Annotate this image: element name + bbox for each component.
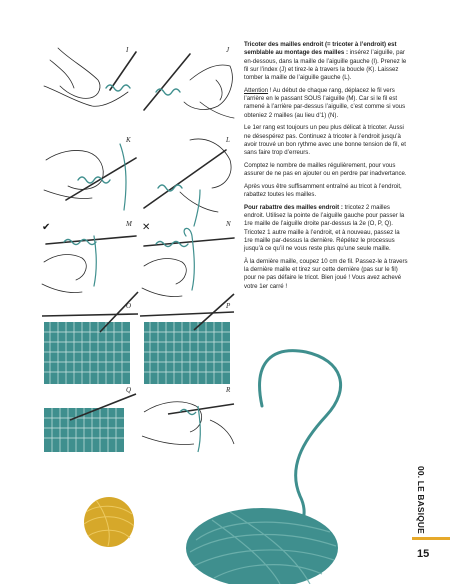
- paragraph-first-row: Le 1er rang est toujours un peu plus délicat à tricoter. Aussi ne désespérez pas. Continuez à tricoter à l’endroit jusqu’à avoir trouvé un bon rythme avec une bonne tension de fil, et sans faire trop d’erreurs.: [244, 124, 406, 157]
- figure-label-m: M: [126, 220, 132, 228]
- figure-j: [144, 54, 234, 118]
- figure-m: [42, 236, 136, 293]
- figure-label-q: Q: [126, 386, 132, 394]
- paragraph-bind-off: Pour rabattre des mailles endroit : tricotez 2 mailles endroit. Utilisez la pointe de l’aiguille gauche pour passer la 1re maille de l’aiguille droite par-dessus la 2e (O, P, Q). Tricotez 1 autre maille à l’endroit, et à nouveau, passez la 1re maille par-dessus la dernière. Répétez le processus jusqu’à ce qu’il ne vous reste plus qu’une seule maille.: [244, 203, 405, 253]
- paragraph-attention: Attention ! Au début de chaque rang, déplacez le fil vers l’arrière en le passant SOUS l’aiguille (M). Car si le fil est ramené à l’arrière par-dessus l’aiguille, c’est comme si vous obteniez 2 mailles (au lieu d’1) (N).: [244, 86, 406, 119]
- paragraph-count-stitches: Comptez le nombre de mailles régulièrement, pour vous assurer de ne pas en ajouter ou en perdre par inadvertance.: [244, 161, 407, 178]
- figure-l: [144, 139, 231, 226]
- paragraph-knit-stitch: Tricoter des mailles endroit (= tricoter à l’endroit) est semblable au montage des mailles : insérez l’aiguille, par en-dessous, dans la maille de l’aiguille gauche (I). Prenez le fil sur l’index (J) et tirez-le à travers la boucle (K). Laissez tomber la maille de l’aiguille gauche (L).: [244, 41, 407, 82]
- accent-rule: [412, 537, 450, 540]
- paragraph-bind-off-intro: Après vous être suffisamment entraîné au tricot à l’endroit, rabattez toutes les mailles.: [244, 182, 402, 199]
- knitting-illustrations: [40, 40, 236, 455]
- mustard-yarn-ball-icon: [84, 497, 134, 547]
- swatch-o: [42, 292, 138, 384]
- figure-label-j: J: [226, 46, 230, 54]
- figure-label-i: I: [126, 46, 129, 54]
- chapter-label: 00. LE BASIQUE: [416, 466, 426, 534]
- figure-i: [44, 48, 136, 106]
- page-number: 15: [417, 548, 430, 560]
- swatch-q: [44, 394, 136, 452]
- figure-label-n: N: [226, 220, 231, 228]
- figure-k: [44, 144, 136, 210]
- swatch-p: [140, 294, 234, 384]
- figure-label-p: P: [226, 302, 231, 310]
- check-mark-icon: ✔: [42, 222, 51, 233]
- figure-label-o: O: [126, 302, 132, 310]
- figure-label-l: L: [226, 136, 230, 144]
- instruction-text: [244, 41, 410, 295]
- paragraph-last-stitch: À la dernière maille, coupez 10 cm de fil. Passez-le à travers la dernière maille et tirez sur cette dernière (pas sur le fil) pour ne pas défaire le tricot. Bien joué ! Vous avez achevé votre 1er carré !: [244, 257, 408, 290]
- teal-yarn-strand: [260, 351, 341, 540]
- figure-n: [142, 228, 234, 296]
- figure-r: [142, 402, 234, 452]
- teal-yarn-ball-icon: [186, 508, 338, 584]
- figure-label-k: K: [126, 136, 131, 144]
- cross-mark-icon: ✕: [142, 222, 151, 233]
- figure-label-r: R: [226, 386, 231, 394]
